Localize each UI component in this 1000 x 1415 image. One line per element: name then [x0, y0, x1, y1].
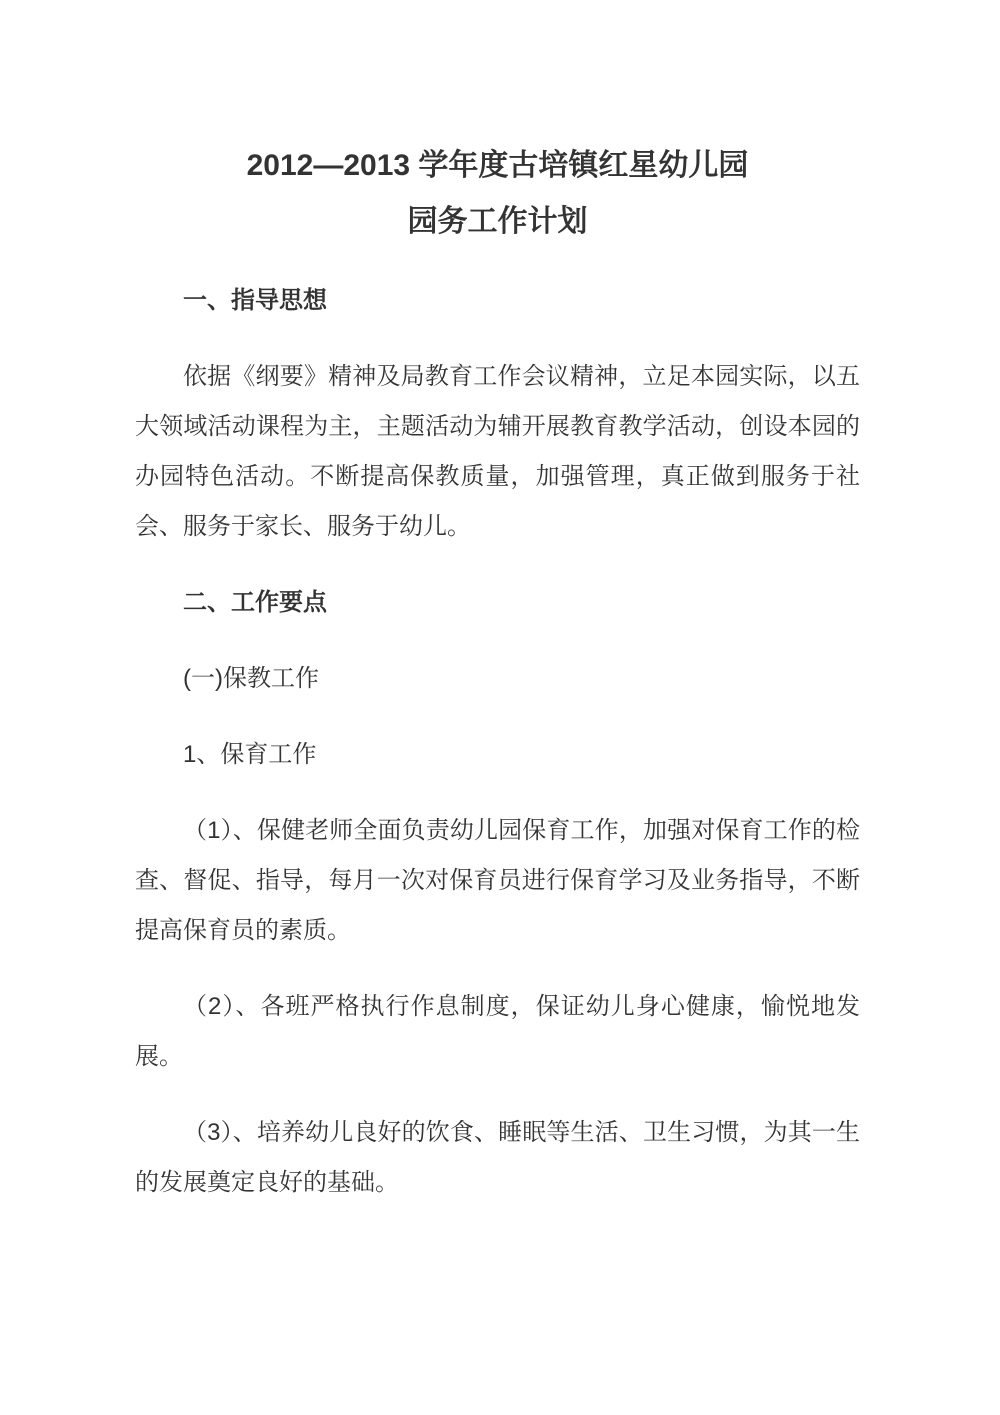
document-title-line1: 2012—2013 学年度古培镇红星幼儿园 [246, 149, 749, 182]
numbered-paragraph-1: （1）、保健老师全面负责幼儿园保育工作，加强对保育工作的检查、督促、指导，每月一次对保育员进行保育学习及业务指导，不断提高保育员的素质。 [135, 817, 860, 944]
numbered-paragraph-2: （2）、各班严格执行作息制度，保证幼儿身心健康，愉悦地发展。 [135, 993, 860, 1070]
sub-heading-care-education-work: (一)保教工作 [183, 665, 319, 692]
paragraph-guiding-ideology-body: 依据《纲要》精神及局教育工作会议精神，立足本园实际，以五大领域活动课程为主，主题活动为辅开展教育教学活动，创设本园的办园特色活动。不断提高保教质量，加强管理，真正做到服务于社会、服务于家长、服务于幼儿。 [135, 363, 860, 540]
section-heading-guiding-ideology: 一、指导思想 [183, 287, 327, 314]
document-title [135, 138, 860, 250]
sub-heading-nursery-work: 1、保育工作 [183, 741, 317, 768]
document-title-line2: 园务工作计划 [407, 205, 588, 238]
numbered-paragraph-3: （3）、培养幼儿良好的饮食、睡眠等生活、卫生习惯，为其一生的发展奠定良好的基础。 [135, 1119, 860, 1196]
section-heading-work-points: 二、工作要点 [183, 589, 327, 616]
